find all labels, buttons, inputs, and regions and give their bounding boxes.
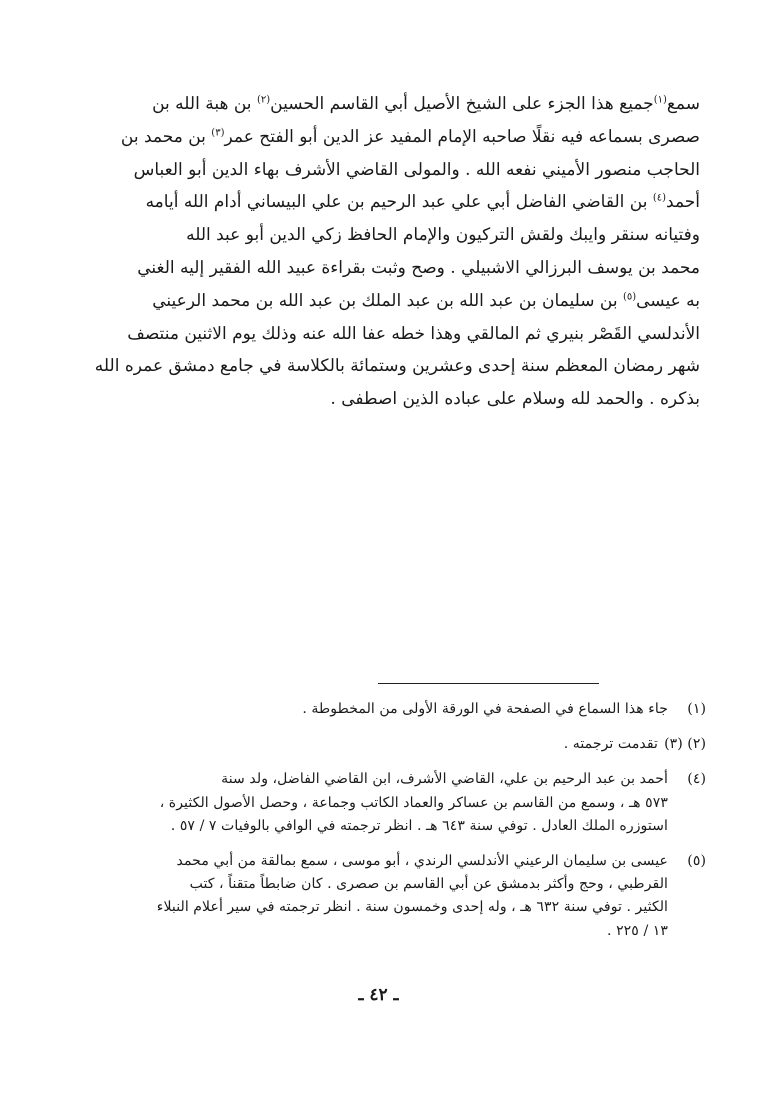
main-line-5: وفتيانه سنقر وايبك ولقش التركيون والإمام الحافظ زكي الدين أبو عبد الله bbox=[186, 225, 700, 246]
main-line-10: بذكره . والحمد لله وسلام على عباده الذين اصطفى . bbox=[330, 389, 700, 410]
main-line-8: الأندلسي القَصْر بنيري ثم المالقي وهذا خطه عفا الله عنه وذلك يوم الاثنين منتصف bbox=[127, 323, 700, 344]
main-line-3: الحاجب منصور الأميني نفعه الله . والمولى القاضي الأشرف بهاء الدين أبو العباس bbox=[133, 159, 700, 180]
main-line-6: محمد بن يوسف البرزالي الاشبيلي . وصح وثبت بقراءة عبيد الله الفقير إليه الغني bbox=[137, 257, 700, 278]
footnote-line: أحمد بن عبد الرحيم بن علي، القاضي الأشرف، ابن القاضي الفاضل، ولد سنة bbox=[221, 771, 668, 788]
main-line-7: به عيسى$^{(٥)}$ بن سليمان بن عبد الله بن عبد الملك بن عبد الله بن محمد الرعيني bbox=[152, 290, 700, 311]
footnote-number: (٢) (٣) bbox=[664, 736, 706, 753]
footnote-divider bbox=[378, 683, 599, 684]
footnote-line: ٥٧٣ هـ ، وسمع من القاسم بن عساكر والعماد الكاتب وجماعة ، وحصل الأصول الكثيرة ، bbox=[159, 794, 668, 811]
footnote-ref: (١) bbox=[653, 94, 667, 106]
footnote-ref: (٣) bbox=[211, 127, 225, 139]
footnote-line: تقدمت ترجمته . bbox=[563, 736, 658, 753]
footnote-1 bbox=[50, 698, 706, 721]
footnote-ref: (٤) bbox=[652, 192, 667, 204]
main-line-9: شهر رمضان المعظم سنة إحدى وعشرين وستمائة بالكلاسة في جامع دمشق عمره الله bbox=[94, 356, 700, 377]
footnote-line: استوزره الملك العادل . توفي سنة ٦٤٣ هـ . انظر ترجمته في الوافي بالوفيات ٧ / ٥٧ . bbox=[170, 817, 668, 834]
page-number: ـ ٤٢ ـ bbox=[358, 985, 399, 1005]
footnote-ref: (٥) bbox=[622, 291, 637, 303]
footnote-line: ١٣ / ٢٢٥ . bbox=[607, 922, 668, 939]
footnote-4 bbox=[50, 768, 706, 838]
main-line-1: سمع$^{(١)}$جميع هذا الجزء على الشيخ الأصيل أبي القاسم الحسين$^{(٢)}$ بن هبة الله بن bbox=[152, 94, 700, 114]
main-text bbox=[52, 88, 700, 416]
main-line-2: صصرى بسماعه فيه نقلًا صاحبه الإمام المفيد عز الدين أبو الفتح عمر$^{(٣)}$ بن محمد بن bbox=[120, 126, 700, 147]
footnote-number: (٤) bbox=[687, 771, 706, 788]
footnote-line: الكثير . توفي سنة ٦٣٢ هـ ، وله إحدى وخمسون سنة . انظر ترجمته في سير أعلام النبلاء bbox=[156, 899, 668, 916]
footnote-line: عيسى بن سليمان الرعيني الأندلسي الرندي ، أبو موسى ، سمع بمالقة من أبي محمد bbox=[176, 853, 668, 870]
footnote-line: جاء هذا السماع في الصفحة في الورقة الأولى من المخطوطة . bbox=[302, 701, 668, 717]
footnotes bbox=[50, 698, 706, 955]
main-line-4: أحمد$^{(٤)}$ بن القاضي الفاضل أبي علي عبد الرحيم بن علي البيساني أدام الله أيامه bbox=[145, 192, 700, 213]
footnote-number: (١) bbox=[687, 701, 706, 717]
footnote-ref: (٢) bbox=[256, 94, 271, 106]
footnote-number: (٥) bbox=[687, 853, 706, 870]
footnote-5 bbox=[50, 850, 706, 943]
footnote-line: القرطبي ، وحج وأكثر بدمشق عن أبي القاسم بن صصرى . كان ضابطاً متقناً ، كتب bbox=[189, 876, 668, 893]
footnote-2-3 bbox=[50, 733, 706, 756]
